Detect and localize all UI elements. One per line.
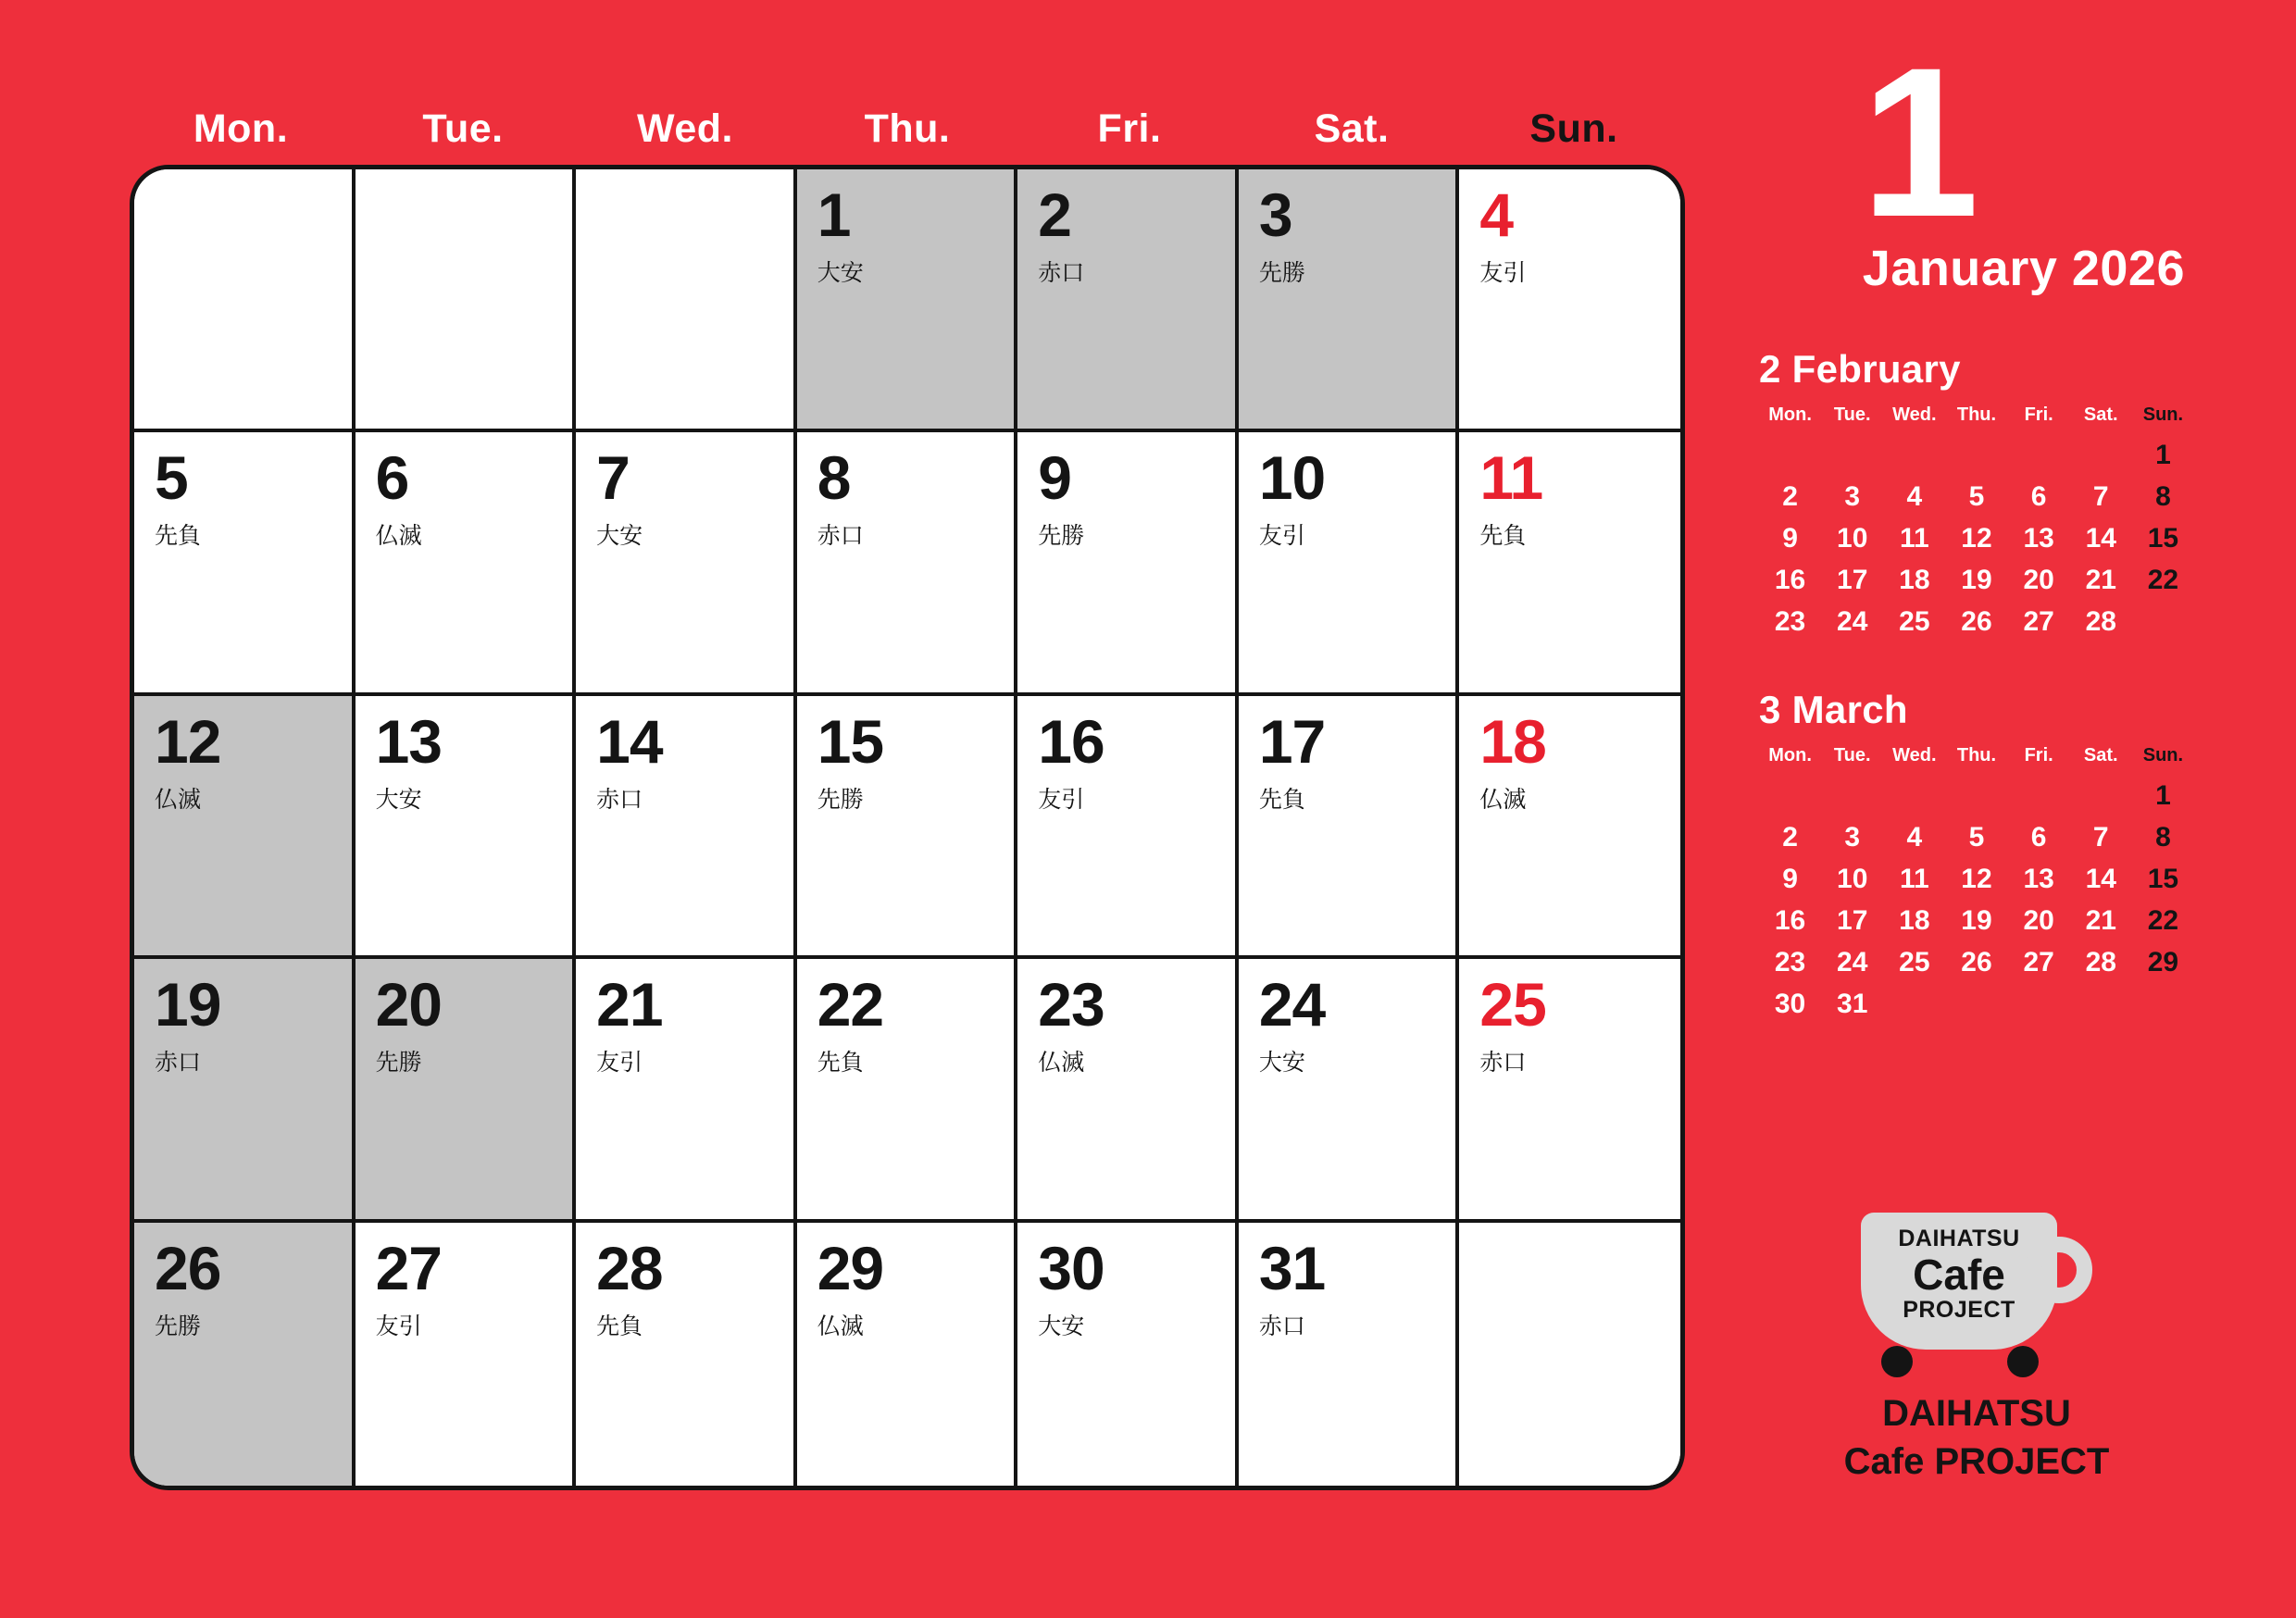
mini-day[interactable]: 4 <box>1906 822 1923 853</box>
weekday-label-wed: Wed. <box>637 106 733 151</box>
mini-day[interactable]: 29 <box>2147 947 2179 977</box>
mini-weekday-label: Mon. <box>1768 745 1812 765</box>
cup-text <box>1861 1226 2057 1324</box>
big-month-number: 1 <box>1861 23 1972 261</box>
rokuyo-label: 先負 <box>1479 523 1527 550</box>
mini-day[interactable]: 13 <box>2023 523 2054 554</box>
mini-day[interactable]: 11 <box>1899 864 1929 894</box>
day-number: 9 <box>1038 443 1071 513</box>
day-number: 30 <box>1038 1233 1104 1302</box>
mini-weekday-label: Sat. <box>2083 404 2118 425</box>
mini-day[interactable]: 22 <box>2147 565 2179 595</box>
mini-day[interactable]: 20 <box>2023 905 2054 936</box>
mini-day-empty <box>2008 780 2070 812</box>
mini-day[interactable]: 25 <box>1899 947 1930 977</box>
day-number: 15 <box>817 706 884 776</box>
cup-line-2: Cafe <box>1913 1251 2005 1299</box>
mini-day[interactable]: 10 <box>1837 864 1868 894</box>
month-grid <box>130 165 1685 1490</box>
day-cell[interactable] <box>1459 696 1680 959</box>
day-cell[interactable] <box>576 432 797 695</box>
mini-day[interactable]: 14 <box>2085 864 2116 894</box>
day-cell-empty <box>1459 1223 1680 1486</box>
day-cell[interactable] <box>134 696 356 959</box>
rokuyo-label: 先勝 <box>155 1313 202 1339</box>
weekday-header-row <box>130 93 1685 165</box>
rokuyo-label: 友引 <box>1258 523 1305 550</box>
mini-day[interactable]: 10 <box>1837 523 1868 554</box>
mini-day[interactable]: 12 <box>1961 523 1992 554</box>
day-number: 27 <box>375 1233 442 1302</box>
mini-day[interactable]: 23 <box>1774 606 1806 637</box>
mini-month-title: 3 March <box>1759 688 1908 731</box>
mini-day[interactable]: 19 <box>1961 565 1992 595</box>
day-number: 6 <box>375 443 409 513</box>
mini-day[interactable]: 16 <box>1774 905 1806 936</box>
mini-day[interactable]: 20 <box>2023 565 2054 595</box>
rokuyo-label: 仏滅 <box>155 786 202 813</box>
rokuyo-label: 先勝 <box>1038 523 1085 550</box>
rokuyo-label: 友引 <box>596 1050 643 1077</box>
day-cell[interactable] <box>797 169 1018 432</box>
wheel-left-icon <box>1881 1346 1913 1377</box>
rokuyo-label: 友引 <box>1479 260 1527 286</box>
cup-line-1: DAIHATSU <box>1898 1226 2020 1251</box>
mini-day[interactable]: 26 <box>1961 947 1992 977</box>
rokuyo-label: 赤口 <box>155 1050 202 1077</box>
rokuyo-label: 先勝 <box>1258 260 1305 286</box>
brand-name-line-1: DAIHATSU <box>1882 1393 2071 1434</box>
day-cell[interactable] <box>576 959 797 1222</box>
mini-day[interactable]: 1 <box>2155 440 2171 470</box>
rokuyo-label: 赤口 <box>1038 260 1085 286</box>
mini-month-title: 2 February <box>1759 347 1961 391</box>
rokuyo-label: 仏滅 <box>1479 786 1527 813</box>
day-number: 11 <box>1479 443 1543 513</box>
coffee-cup-icon <box>1861 1213 2092 1375</box>
mini-day[interactable]: 3 <box>1844 822 1861 853</box>
day-cell[interactable] <box>1239 696 1460 959</box>
mini-day[interactable]: 13 <box>2023 864 2054 894</box>
brand-name <box>1759 1389 2194 1486</box>
day-cell[interactable] <box>576 1223 797 1486</box>
mini-day[interactable]: 2 <box>1782 822 1798 853</box>
wheel-right-icon <box>2007 1346 2039 1377</box>
day-cell-empty <box>356 169 577 432</box>
mini-day[interactable]: 25 <box>1899 606 1930 637</box>
rokuyo-label: 大安 <box>596 523 643 550</box>
rokuyo-label: 先勝 <box>817 786 864 813</box>
day-cell[interactable] <box>356 959 577 1222</box>
mini-day[interactable]: 9 <box>1782 523 1798 554</box>
mini-day[interactable]: 2 <box>1782 481 1798 512</box>
rokuyo-label: 仏滅 <box>375 523 422 550</box>
day-cell[interactable] <box>797 1223 1018 1486</box>
mini-weekday-label: Thu. <box>1956 745 1997 765</box>
rokuyo-label: 先負 <box>1258 786 1305 813</box>
day-cell[interactable] <box>1239 1223 1460 1486</box>
mini-day[interactable]: 18 <box>1899 905 1930 936</box>
day-number: 22 <box>817 970 884 1039</box>
mini-day-empty <box>1945 440 2007 471</box>
day-cell[interactable] <box>1017 959 1239 1222</box>
day-cell[interactable] <box>1017 1223 1239 1486</box>
rokuyo-label: 赤口 <box>596 786 643 813</box>
day-cell[interactable] <box>134 959 356 1222</box>
mini-day[interactable]: 16 <box>1774 565 1806 595</box>
month-year-title: January 2026 <box>1862 241 2185 296</box>
rokuyo-label: 赤口 <box>817 523 864 550</box>
mini-weekday-label: Tue. <box>1833 745 1871 765</box>
day-cell[interactable] <box>797 696 1018 959</box>
mini-day[interactable]: 5 <box>1968 481 1985 512</box>
day-cell[interactable] <box>797 432 1018 695</box>
rokuyo-label: 仏滅 <box>1038 1050 1085 1077</box>
cup-wheels <box>1881 1346 2039 1377</box>
rokuyo-label: 仏滅 <box>817 1313 864 1339</box>
weekday-label-fri: Fri. <box>1097 106 1162 151</box>
day-cell[interactable] <box>1017 432 1239 695</box>
day-number: 10 <box>1258 443 1326 513</box>
day-number: 24 <box>1258 970 1326 1039</box>
rokuyo-label: 赤口 <box>1258 1313 1305 1339</box>
mini-day[interactable]: 8 <box>2155 822 2171 853</box>
mini-day[interactable]: 24 <box>1837 606 1868 637</box>
rokuyo-label: 大安 <box>1258 1050 1305 1077</box>
mini-day[interactable]: 15 <box>2147 523 2179 554</box>
day-cell[interactable] <box>356 1223 577 1486</box>
day-number: 25 <box>1479 970 1546 1039</box>
day-number: 8 <box>817 443 851 513</box>
mini-day-empty <box>1883 780 1945 812</box>
day-cell[interactable] <box>1239 169 1460 432</box>
mini-day[interactable]: 24 <box>1837 947 1868 977</box>
mini-day[interactable]: 7 <box>2092 822 2109 853</box>
weekday-label-tue: Tue. <box>422 106 504 151</box>
rokuyo-label: 先勝 <box>375 1050 422 1077</box>
mini-month-february <box>1759 347 2194 638</box>
mini-day-empty <box>1883 440 1945 471</box>
rokuyo-label: 大安 <box>1038 1313 1085 1339</box>
cup-line-3: PROJECT <box>1903 1297 2015 1324</box>
day-cell-empty <box>134 169 356 432</box>
day-number: 7 <box>596 443 630 513</box>
day-number: 2 <box>1038 180 1071 249</box>
main-calendar <box>130 93 1685 1509</box>
day-number: 12 <box>155 706 221 776</box>
day-cell[interactable] <box>1459 432 1680 695</box>
mini-day[interactable]: 30 <box>1774 989 1806 1019</box>
mini-month-grid <box>1759 745 2194 1020</box>
mini-weekday-label: Wed. <box>1892 745 1937 765</box>
day-cell[interactable] <box>1459 169 1680 432</box>
day-cell[interactable] <box>1239 432 1460 695</box>
mini-day[interactable]: 15 <box>2147 864 2179 894</box>
rokuyo-label: 友引 <box>1038 786 1085 813</box>
mini-weekday-label: Mon. <box>1768 404 1812 425</box>
mini-weekday-label: Sat. <box>2083 745 2118 765</box>
mini-day[interactable]: 21 <box>2085 905 2116 936</box>
mini-day[interactable]: 6 <box>2030 822 2047 853</box>
mini-day[interactable]: 28 <box>2085 947 2116 977</box>
mini-day[interactable]: 19 <box>1961 905 1992 936</box>
mini-day[interactable]: 17 <box>1837 905 1868 936</box>
day-number: 3 <box>1258 180 1292 249</box>
mini-month-march <box>1759 688 2194 1020</box>
mini-day[interactable]: 14 <box>2085 523 2116 554</box>
day-cell[interactable] <box>1017 169 1239 432</box>
mini-day[interactable]: 5 <box>1968 822 1985 853</box>
mini-day-empty <box>1945 780 2007 812</box>
mini-day[interactable]: 23 <box>1774 947 1806 977</box>
mini-day[interactable]: 4 <box>1906 481 1923 512</box>
rokuyo-label: 赤口 <box>1479 1050 1527 1077</box>
rokuyo-label: 先負 <box>155 523 202 550</box>
brand-name-line-2: Cafe PROJECT <box>1843 1441 2110 1482</box>
mini-day[interactable]: 21 <box>2085 565 2116 595</box>
rokuyo-label: 大安 <box>817 260 864 286</box>
mini-day-empty <box>1821 780 1883 812</box>
day-cell[interactable] <box>356 432 577 695</box>
day-number: 17 <box>1258 706 1326 776</box>
mini-day[interactable]: 12 <box>1961 864 1992 894</box>
mini-day-empty <box>1821 440 1883 471</box>
day-cell[interactable] <box>356 696 577 959</box>
mini-weekday-label: Fri. <box>2024 404 2053 425</box>
mini-day[interactable]: 9 <box>1782 864 1798 894</box>
mini-day[interactable]: 18 <box>1899 565 1930 595</box>
rokuyo-label: 先負 <box>817 1050 864 1077</box>
mini-weekday-label: Sun. <box>2142 404 2184 425</box>
weekday-label-thu: Thu. <box>864 106 951 151</box>
mini-day[interactable]: 26 <box>1961 606 1992 637</box>
day-number: 16 <box>1038 706 1104 776</box>
day-cell[interactable] <box>134 1223 356 1486</box>
mini-day[interactable]: 3 <box>1844 481 1861 512</box>
day-number: 31 <box>1258 1233 1326 1302</box>
brand-logo <box>1759 1213 2194 1486</box>
mini-weekday-label: Thu. <box>1956 404 1997 425</box>
day-number: 19 <box>155 970 221 1039</box>
mini-day[interactable]: 6 <box>2030 481 2047 512</box>
day-cell-empty <box>576 169 797 432</box>
day-number: 21 <box>596 970 663 1039</box>
mini-day[interactable]: 31 <box>1837 989 1868 1019</box>
mini-day-empty <box>1759 440 1821 471</box>
mini-weekday-label: Wed. <box>1892 404 1937 425</box>
rokuyo-label: 大安 <box>375 786 422 813</box>
day-cell[interactable] <box>134 432 356 695</box>
mini-weekday-label: Tue. <box>1833 404 1871 425</box>
mini-month-grid <box>1759 404 2194 638</box>
mini-day[interactable]: 7 <box>2092 481 2109 512</box>
day-cell[interactable] <box>1239 959 1460 1222</box>
mini-day-empty <box>2008 440 2070 471</box>
day-number: 4 <box>1479 180 1514 249</box>
day-number: 14 <box>596 706 663 776</box>
weekday-label-sun: Sun. <box>1529 106 1618 151</box>
day-number: 28 <box>596 1233 663 1302</box>
day-number: 1 <box>817 180 851 249</box>
mini-day[interactable]: 8 <box>2155 481 2171 512</box>
mini-day-empty <box>2070 780 2132 812</box>
day-cell[interactable] <box>576 696 797 959</box>
rokuyo-label: 先負 <box>596 1313 643 1339</box>
day-number: 23 <box>1038 970 1104 1039</box>
day-number: 20 <box>375 970 442 1039</box>
day-number: 13 <box>375 706 442 776</box>
rokuyo-label: 友引 <box>375 1313 422 1339</box>
mini-day-empty <box>2070 440 2132 471</box>
day-cell[interactable] <box>1459 959 1680 1222</box>
weekday-label-sat: Sat. <box>1314 106 1390 151</box>
mini-weekday-label: Sun. <box>2142 745 2184 765</box>
day-number: 26 <box>155 1233 221 1302</box>
day-number: 18 <box>1479 706 1546 776</box>
mini-day[interactable]: 27 <box>2023 947 2054 977</box>
day-cell[interactable] <box>797 959 1018 1222</box>
side-panel <box>1759 23 2194 1555</box>
mini-day[interactable]: 17 <box>1837 565 1868 595</box>
mini-day[interactable]: 22 <box>2147 905 2179 936</box>
day-cell[interactable] <box>1017 696 1239 959</box>
mini-day[interactable]: 11 <box>1899 523 1929 554</box>
day-number: 29 <box>817 1233 884 1302</box>
mini-weekday-label: Fri. <box>2024 745 2053 765</box>
mini-day[interactable]: 28 <box>2085 606 2116 637</box>
weekday-label-mon: Mon. <box>193 106 289 151</box>
day-number: 5 <box>155 443 188 513</box>
mini-day[interactable]: 1 <box>2155 780 2171 811</box>
mini-day-empty <box>1759 780 1821 812</box>
mini-day[interactable]: 27 <box>2023 606 2054 637</box>
